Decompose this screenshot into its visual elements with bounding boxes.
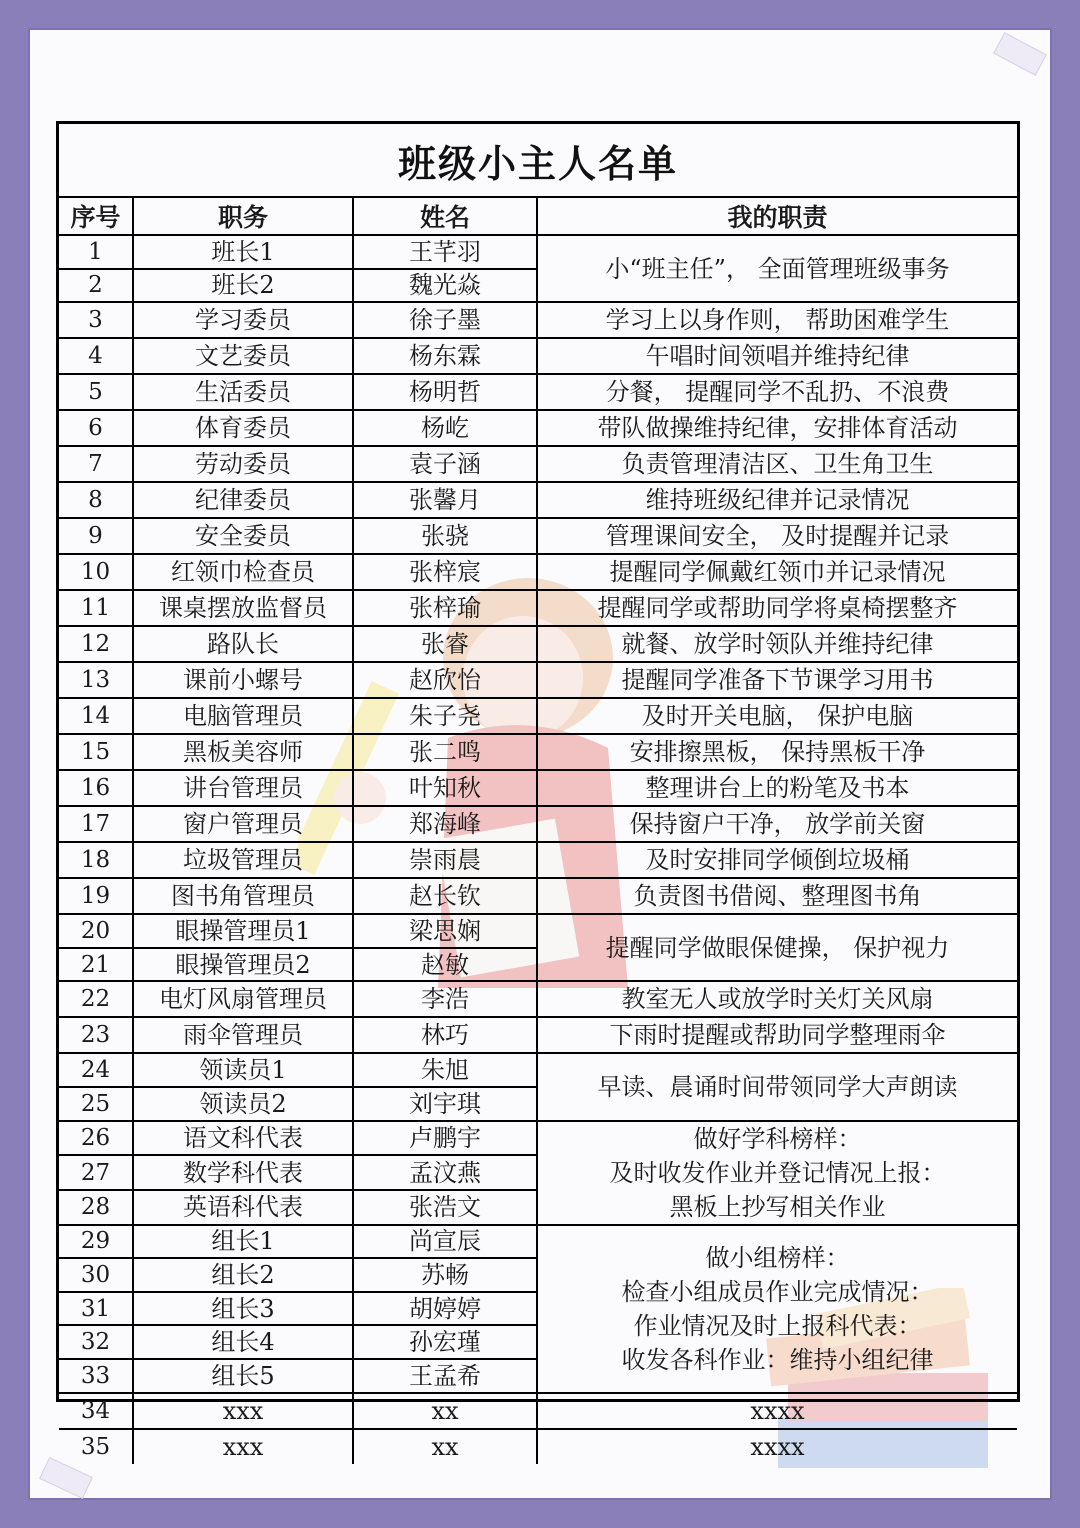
role-cell: 组长4	[133, 1325, 353, 1359]
row-number-cell: 2	[59, 269, 133, 303]
row-number-cell: 12	[59, 626, 133, 662]
duty-cell	[537, 734, 1017, 770]
table-row	[59, 1053, 1017, 1087]
role-cell: 雨伞管理员	[133, 1017, 353, 1053]
name-cell: 赵欣怡	[353, 662, 537, 698]
name-cell: 叶知秋	[353, 770, 537, 806]
role-cell: 数学科代表	[133, 1155, 353, 1190]
role-cell: 眼操管理员1	[133, 914, 353, 948]
row-number-cell: 20	[59, 914, 133, 948]
role-cell: 纪律委员	[133, 482, 353, 518]
duty-cell	[537, 842, 1017, 878]
duty-cell	[537, 914, 1017, 981]
duty-line: 及时开关电脑， 保护电脑	[641, 702, 914, 731]
role-cell: 体育委员	[133, 410, 353, 446]
duty-cell	[537, 1393, 1017, 1429]
row-number-cell: 10	[59, 554, 133, 590]
duty-line: 整理讲台上的粉笔及书本	[645, 774, 910, 803]
row-number-cell: 26	[59, 1121, 133, 1156]
table-row	[59, 235, 1017, 269]
role-cell: 图书角管理员	[133, 878, 353, 914]
row-number-cell: 28	[59, 1190, 133, 1225]
duty-line: 保持窗户干净， 放学前关窗	[629, 810, 926, 839]
row-number-cell: 16	[59, 770, 133, 806]
duty-line: 管理课间安全， 及时提醒并记录	[605, 522, 950, 551]
name-cell: 张骁	[353, 518, 537, 554]
role-cell: 眼操管理员2	[133, 948, 353, 982]
name-cell: 崇雨晨	[353, 842, 537, 878]
duty-cell	[537, 410, 1017, 446]
duty-line: 及时收发作业并登记情况上报：	[609, 1158, 946, 1187]
name-cell: 张梓宸	[353, 554, 537, 590]
name-cell: 刘宇琪	[353, 1087, 537, 1121]
table-row	[59, 410, 1017, 446]
role-cell: 讲台管理员	[133, 770, 353, 806]
role-cell: 路队长	[133, 626, 353, 662]
duty-line: 学习上以身作则， 帮助困难学生	[605, 306, 950, 335]
duty-line: 作业情况及时上报科代表：	[633, 1311, 922, 1340]
table-row	[59, 878, 1017, 914]
table-row	[59, 590, 1017, 626]
duty-cell	[537, 1225, 1017, 1393]
name-cell: 苏畅	[353, 1258, 537, 1292]
row-number-cell: 3	[59, 302, 133, 338]
row-number-cell: 13	[59, 662, 133, 698]
name-cell: 孙宏瑾	[353, 1325, 537, 1359]
duty-cell	[537, 1017, 1017, 1053]
row-number-cell: 34	[59, 1393, 133, 1429]
row-number-cell: 30	[59, 1258, 133, 1292]
duty-line: 负责管理清洁区、卫生角卫生	[621, 450, 934, 479]
duty-line: 做小组榜样：	[705, 1243, 850, 1272]
role-cell: 窗户管理员	[133, 806, 353, 842]
duty-line: 分餐， 提醒同学不乱扔、不浪费	[605, 378, 950, 407]
duty-line: xxxx	[750, 1432, 805, 1461]
row-number-cell: 33	[59, 1359, 133, 1393]
role-cell: 劳动委员	[133, 446, 353, 482]
name-cell: 杨东霖	[353, 338, 537, 374]
duty-line: 及时安排同学倾倒垃圾桶	[645, 846, 910, 875]
duty-cell	[537, 518, 1017, 554]
duty-cell	[537, 981, 1017, 1017]
row-number-cell: 6	[59, 410, 133, 446]
name-cell: 袁子涵	[353, 446, 537, 482]
role-cell: 课前小螺号	[133, 662, 353, 698]
name-cell: 张二鸣	[353, 734, 537, 770]
duty-cell	[537, 1121, 1017, 1225]
table-row	[59, 518, 1017, 554]
row-number-cell: 27	[59, 1155, 133, 1190]
role-cell: 课桌摆放监督员	[133, 590, 353, 626]
row-number-cell: 19	[59, 878, 133, 914]
duty-cell	[537, 698, 1017, 734]
duty-line: 黑板上抄写相关作业	[669, 1192, 886, 1221]
table-row	[59, 770, 1017, 806]
name-cell: 杨明哲	[353, 374, 537, 410]
table-row	[59, 734, 1017, 770]
role-cell: 电灯风扇管理员	[133, 981, 353, 1017]
role-cell: 班长1	[133, 235, 353, 269]
name-cell: 张梓瑜	[353, 590, 537, 626]
duty-cell	[537, 1429, 1017, 1464]
table-row	[59, 1225, 1017, 1259]
header-number: 序号	[59, 198, 133, 235]
role-cell: 组长3	[133, 1292, 353, 1326]
name-cell: 王孟希	[353, 1359, 537, 1393]
duty-line: 提醒同学准备下节课学习用书	[621, 666, 934, 695]
row-number-cell: 9	[59, 518, 133, 554]
name-cell: 梁思娴	[353, 914, 537, 948]
duty-cell	[537, 878, 1017, 914]
table-row	[59, 626, 1017, 662]
duty-cell	[537, 626, 1017, 662]
name-cell: 朱子尧	[353, 698, 537, 734]
header-name: 姓名	[353, 198, 537, 235]
table-row	[59, 698, 1017, 734]
role-cell: 安全委员	[133, 518, 353, 554]
row-number-cell: 21	[59, 948, 133, 982]
row-number-cell: 4	[59, 338, 133, 374]
table-row	[59, 302, 1017, 338]
header-duty: 我的职责	[537, 198, 1017, 235]
role-cell: xxx	[133, 1429, 353, 1464]
row-number-cell: 32	[59, 1325, 133, 1359]
table-row	[59, 842, 1017, 878]
row-number-cell: 15	[59, 734, 133, 770]
role-cell: 生活委员	[133, 374, 353, 410]
row-number-cell: 5	[59, 374, 133, 410]
row-number-cell: 25	[59, 1087, 133, 1121]
duty-line: 教室无人或放学时关灯关风扇	[621, 985, 934, 1014]
duty-line: 收发各科作业：维持小组纪律	[621, 1345, 934, 1374]
row-number-cell: 7	[59, 446, 133, 482]
duty-cell	[537, 338, 1017, 374]
duty-line: 就餐、放学时领队并维持纪律	[621, 630, 934, 659]
role-cell: 文艺委员	[133, 338, 353, 374]
role-cell: 组长1	[133, 1225, 353, 1259]
row-number-cell: 8	[59, 482, 133, 518]
name-cell: 郑海峰	[353, 806, 537, 842]
name-cell: 张馨月	[353, 482, 537, 518]
role-cell: 组长2	[133, 1258, 353, 1292]
role-cell: 领读员1	[133, 1053, 353, 1087]
table-row	[59, 374, 1017, 410]
duty-line: 提醒同学佩戴红领巾并记录情况	[609, 558, 946, 587]
duty-cell	[537, 590, 1017, 626]
name-cell: xx	[353, 1393, 537, 1429]
table-row	[59, 1017, 1017, 1053]
name-cell: 张浩文	[353, 1190, 537, 1225]
role-cell: 垃圾管理员	[133, 842, 353, 878]
name-cell: 徐子墨	[353, 302, 537, 338]
name-cell: 张睿	[353, 626, 537, 662]
role-cell: 学习委员	[133, 302, 353, 338]
row-number-cell: 31	[59, 1292, 133, 1326]
name-cell: 杨屹	[353, 410, 537, 446]
duty-line: 安排擦黑板， 保持黑板干净	[629, 738, 926, 767]
row-number-cell: 24	[59, 1053, 133, 1087]
role-cell: 英语科代表	[133, 1190, 353, 1225]
duty-cell	[537, 806, 1017, 842]
duty-line: 午唱时间领唱并维持纪律	[645, 342, 910, 371]
duty-line: 提醒同学或帮助同学将桌椅摆整齐	[597, 594, 958, 623]
duty-cell	[537, 374, 1017, 410]
duty-cell	[537, 554, 1017, 590]
duty-cell	[537, 302, 1017, 338]
role-cell: 黑板美容师	[133, 734, 353, 770]
role-cell: 领读员2	[133, 1087, 353, 1121]
table-row	[59, 981, 1017, 1017]
row-number-cell: 23	[59, 1017, 133, 1053]
table-row	[59, 482, 1017, 518]
duty-cell	[537, 482, 1017, 518]
duty-cell	[537, 770, 1017, 806]
sheet-title: 班级小主人名单	[59, 124, 1017, 198]
duty-line: 维持班级纪律并记录情况	[645, 486, 910, 515]
duty-cell	[537, 1053, 1017, 1120]
duty-line: 下雨时提醒或帮助同学整理雨伞	[609, 1021, 946, 1050]
role-cell: 电脑管理员	[133, 698, 353, 734]
duty-cell	[537, 446, 1017, 482]
roster-sheet	[56, 121, 1020, 1461]
name-cell: 尚宣辰	[353, 1225, 537, 1259]
row-number-cell: 29	[59, 1225, 133, 1259]
duty-line: 做好学科榜样：	[693, 1124, 862, 1153]
duty-line: 带队做操维持纪律，安排体育活动	[597, 414, 958, 443]
duty-line: xxxx	[750, 1396, 805, 1425]
duty-line: 早读、晨诵时间带领同学大声朗读	[597, 1072, 958, 1101]
name-cell: 胡婷婷	[353, 1292, 537, 1326]
name-cell: 林巧	[353, 1017, 537, 1053]
tape-top-right	[993, 32, 1047, 76]
table-row	[59, 914, 1017, 948]
duty-line: 负责图书借阅、整理图书角	[633, 882, 922, 911]
role-cell: xxx	[133, 1393, 353, 1429]
role-cell: 红领巾检查员	[133, 554, 353, 590]
table-row	[59, 338, 1017, 374]
name-cell: 李浩	[353, 981, 537, 1017]
row-number-cell: 14	[59, 698, 133, 734]
duty-cell	[537, 235, 1017, 302]
row-number-cell: 1	[59, 235, 133, 269]
table-header-row	[59, 198, 1017, 235]
name-cell: 王芊羽	[353, 235, 537, 269]
role-cell: 组长5	[133, 1359, 353, 1393]
role-cell: 班长2	[133, 269, 353, 303]
duty-cell	[537, 662, 1017, 698]
table-row	[59, 1429, 1017, 1464]
table-row	[59, 1393, 1017, 1429]
name-cell: 赵长钦	[353, 878, 537, 914]
row-number-cell: 35	[59, 1429, 133, 1464]
duty-line: 提醒同学做眼保健操， 保护视力	[605, 933, 950, 962]
table-row	[59, 662, 1017, 698]
row-number-cell: 18	[59, 842, 133, 878]
name-cell: 魏光焱	[353, 269, 537, 303]
row-number-cell: 22	[59, 981, 133, 1017]
duty-line: 检查小组成员作业完成情况：	[621, 1277, 934, 1306]
roster-table	[59, 198, 1017, 1464]
name-cell: 卢鹏宇	[353, 1121, 537, 1156]
name-cell: 朱旭	[353, 1053, 537, 1087]
table-row	[59, 1121, 1017, 1156]
table-row	[59, 554, 1017, 590]
name-cell: xx	[353, 1429, 537, 1464]
name-cell: 赵敏	[353, 948, 537, 982]
roster-body	[59, 235, 1017, 1464]
duty-line: 小“班主任”， 全面管理班级事务	[605, 254, 950, 283]
table-row	[59, 806, 1017, 842]
name-cell: 孟汶燕	[353, 1155, 537, 1190]
table-row	[59, 446, 1017, 482]
role-cell: 语文科代表	[133, 1121, 353, 1156]
row-number-cell: 11	[59, 590, 133, 626]
row-number-cell: 17	[59, 806, 133, 842]
header-role: 职务	[133, 198, 353, 235]
